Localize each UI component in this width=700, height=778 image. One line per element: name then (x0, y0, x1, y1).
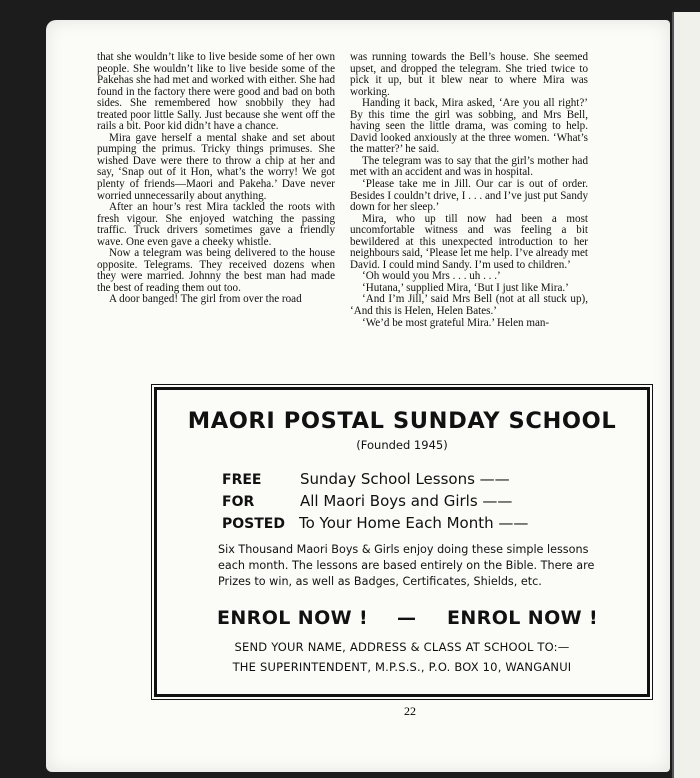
advert-title: MAORI POSTAL SUNDAY SCHOOL (187, 408, 617, 434)
story-paragraph: Mira, who up till now had been a most uncomfortable witness and was feeling a bit bewildered at this unexpected introduction to her neighbours said, ‘Please let me help. I’ve already met David. I could mind Sandy. I’m used to children.’ (350, 212, 588, 271)
story-paragraph: was running towards the Bell’s house. She seemed upset, and dropped the telegram. She tried twice to pick it up, but it blew near to where Mira was working. (350, 51, 588, 98)
page-number: 22 (404, 704, 416, 718)
advert-send-instructions: SEND YOUR NAME, ADDRESS & CLASS AT SCHOOL TO:— (234, 640, 570, 654)
story-paragraph: ‘Oh would you Mrs . . . uh . . .’ (362, 270, 501, 283)
story-paragraph: Mira gave herself a mental shake and set about pumping the primus. Tricky things primuses. She wished Dave were there to throw a chip at her and say, ‘Snap out of it Hon, what’s the worry! We got plenty of friends—Maori and Pakeha.’ Dave never worried unnecessarily about anything. (97, 131, 335, 202)
advert-keyword: POSTED (222, 516, 285, 532)
story-paragraph: After an hour’s rest Mira tackled the roots with fresh vigour. She enjoyed watching the passing traffic. Truck drivers sometimes gave a friendly wave. One even gave a cheeky whistle. (97, 201, 335, 248)
enrol-dash: — (397, 607, 417, 629)
enrol-now-right: ENROL NOW ! (447, 607, 599, 629)
advert-row-text: All Maori Boys and Girls —— (300, 492, 513, 510)
story-paragraph: Handing it back, Mira asked, ‘Are you all right?’ By this time the girl was sobbing, and Mrs Bell, having seen the little drama, was coming to help. David looked anxiously at the three women. ‘What’s the matter?’ he said. (350, 97, 588, 156)
enrol-now-left: ENROL NOW ! (217, 607, 369, 629)
story-column-left (97, 52, 335, 306)
facing-page-edge (672, 12, 700, 778)
story-column-right (350, 52, 588, 329)
sunday-school-advert (154, 387, 650, 697)
advert-row-text: Sunday School Lessons —— (300, 470, 510, 488)
story-paragraph: ‘Please take me in Jill. Our car is out of order. Besides I couldn’t drive, I . . . and I’ve just put Sandy down for her sleep.’ (350, 178, 588, 214)
story-paragraph: ‘We’d be most grateful Mira.’ Helen man- (362, 316, 550, 329)
advert-keyword: FREE (222, 472, 262, 488)
story-paragraph: The telegram was to say that the girl’s mother had met with an accident and was in hospital. (350, 154, 588, 179)
story-paragraph: that she wouldn’t like to live beside some of her own people. She wouldn’t like to live beside some of the Pakehas she had met and worked with either. She had found in the factory there were good and bad on both sides. She remembered how snobbily they had treated poor little Sally. Just because she went off the rails a bit. Poor kid didn’t have a chance. (97, 51, 335, 133)
advert-row-text: To Your Home Each Month —— (299, 514, 529, 532)
story-paragraph: Now a telegram was being delivered to the house opposite. Telegrams. They received dozens when they were married. Johnny the best man had made the best of reading them out too. (97, 247, 335, 294)
advert-keyword: FOR (222, 494, 255, 510)
advert-address: THE SUPERINTENDENT, M.P.S.S., P.O. BOX 10, WANGANUI (232, 660, 572, 674)
story-paragraph: ‘Hutana,’ supplied Mira, ‘But I just like Mira.’ (362, 281, 569, 294)
story-paragraph: ‘And I’m Jill,’ said Mrs Bell (not at all stuck up), ‘And this is Helen, Helen Bates.’ (350, 293, 588, 318)
advert-row-free (222, 470, 510, 488)
advert-founded: (Founded 1945) (356, 438, 448, 452)
advert-row-for (222, 492, 512, 510)
advert-body: Six Thousand Maori Boys & Girls enjoy doing these simple lessons each month. The lessons are based entirely on the Bible. There are Prizes to win, as well as Badges, Certificates, Shields, etc. (218, 543, 595, 588)
advert-row-posted (222, 514, 528, 532)
story-paragraph: A door banged! The girl from over the road (109, 293, 302, 306)
